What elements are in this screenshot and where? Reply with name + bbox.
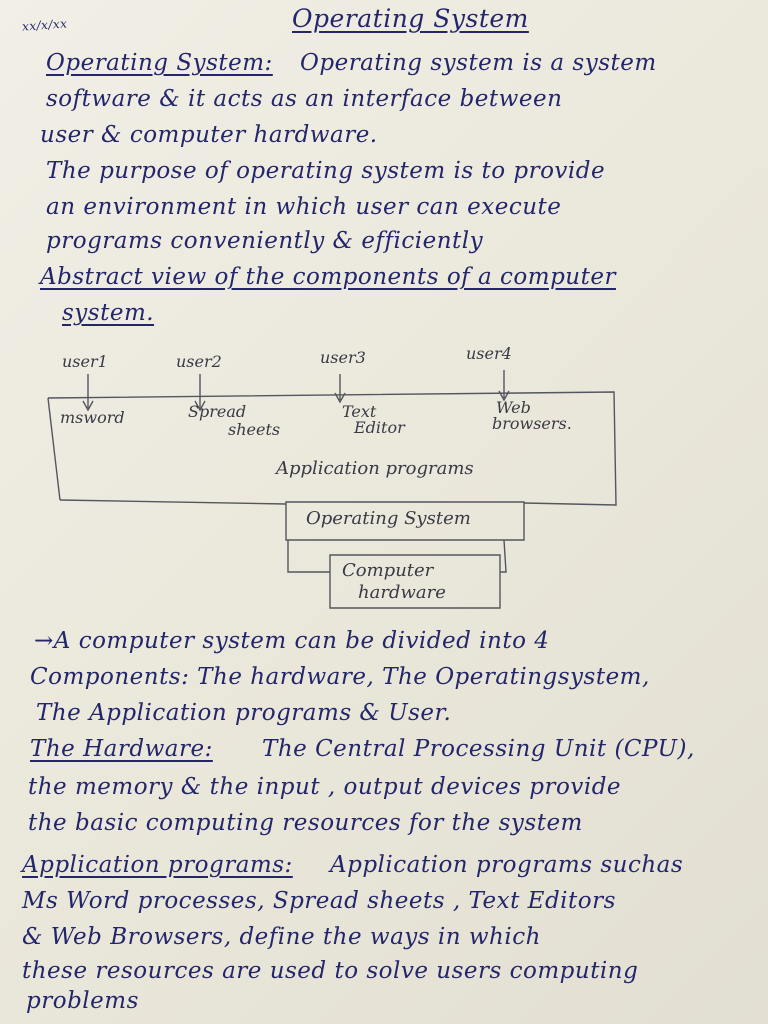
definition-line: user & computer hardware.	[40, 122, 378, 148]
operating-system-label: Operating System	[306, 508, 471, 529]
components-line: The Application programs & User.	[36, 700, 452, 726]
application-programs-label: Application programs	[276, 458, 474, 479]
application-line: & Web Browsers, define the ways in which	[22, 924, 541, 950]
page-title: Operating System	[292, 4, 529, 33]
components-line: →A computer system can be divided into 4	[34, 628, 550, 654]
application-line: Ms Word processes, Spread sheets , Text Editors	[22, 888, 616, 914]
date: xx/x/xx	[21, 16, 68, 34]
computer-hardware-label: Computer	[342, 560, 434, 581]
app-web-browsers: Web	[496, 398, 531, 417]
application-heading: Application programs:	[22, 852, 293, 878]
definition-line: an environment in which user can execute	[46, 194, 562, 220]
definition-line: The purpose of operating system is to provide	[46, 158, 606, 184]
definition-line: software & it acts as an interface between	[46, 86, 563, 112]
user-label: user2	[176, 352, 222, 371]
app-web-browsers-cont: browsers.	[492, 414, 572, 433]
application-line: these resources are used to solve users computing	[22, 958, 639, 984]
app-spreadsheets: Spread	[188, 402, 247, 421]
application-line: problems	[26, 988, 139, 1014]
abstract-view-heading: Abstract view of the components of a computer	[40, 264, 616, 290]
computer-hardware-label-cont: hardware	[358, 582, 446, 603]
hardware-heading: The Hardware:	[30, 736, 213, 762]
hardware-line: The Central Processing Unit (CPU),	[262, 736, 695, 762]
user1-arrow	[83, 374, 93, 410]
app-msword: msword	[60, 408, 125, 427]
user3-arrow	[335, 374, 345, 402]
hardware-line: the basic computing resources for the system	[28, 810, 583, 836]
abstract-view-heading-cont: system.	[62, 300, 155, 326]
definition-line: Operating system is a system	[300, 50, 657, 76]
app-text-editor: Text	[342, 402, 377, 421]
components-line: Components: The hardware, The Operatingsystem,	[30, 664, 650, 690]
app-text-editor-cont: Editor	[354, 418, 405, 437]
definition-line: programs conveniently & efficiently	[46, 228, 484, 254]
hardware-line: the memory & the input , output devices provide	[28, 774, 622, 800]
user-label: user3	[320, 348, 366, 367]
user-label: user4	[466, 344, 512, 363]
app-spreadsheets-cont: sheets	[228, 420, 281, 439]
application-line: Application programs suchas	[330, 852, 684, 878]
user-label: user1	[62, 352, 108, 371]
user4-arrow	[499, 370, 509, 400]
definition-heading: Operating System:	[46, 50, 273, 76]
